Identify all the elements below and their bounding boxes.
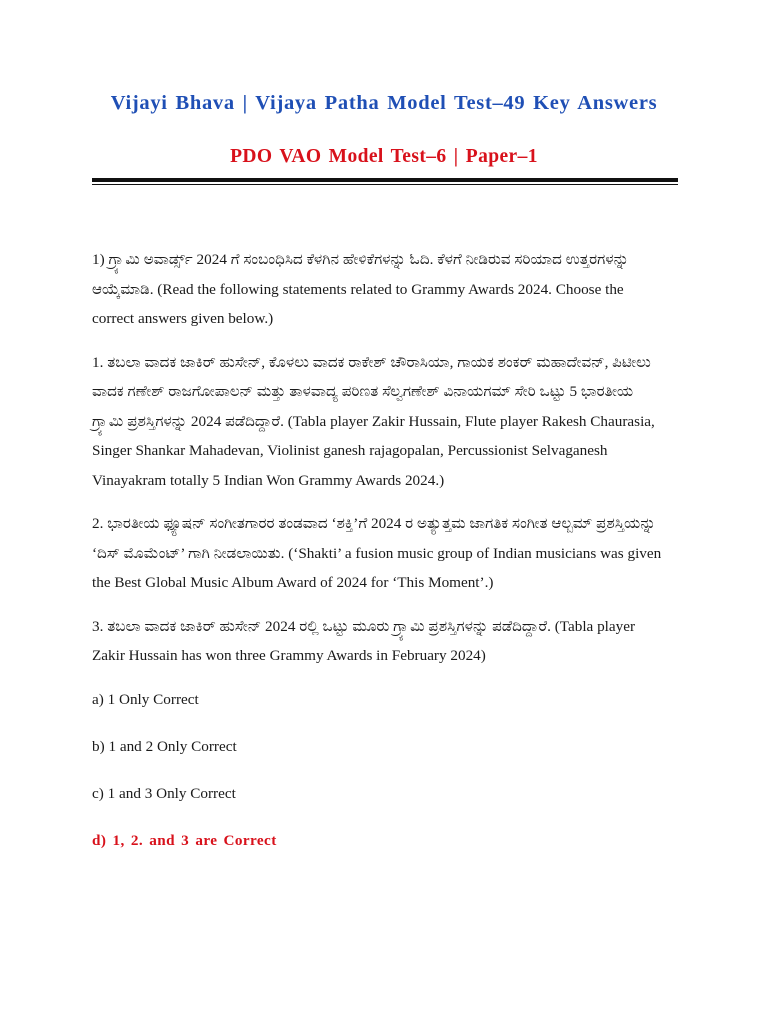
option-b: b) 1 and 2 Only Correct xyxy=(92,737,237,755)
statement-3: 3. ತಬಲಾ ವಾದಕ ಜಾಕಿರ್ ಹುಸೇನ್ 2024 ರಲ್ಲಿ ಒಟ್ಟು ಮೂರು ಗ್ರ್ಯಾಮಿ ಪ್ರಶಸ್ತಿಗಳನ್ನು ಪಡೆದಿದ್ದಾರೆ. (Tabla player Zakir Hussain has won three Grammy Awards in February 2024) xyxy=(92,617,636,664)
page-subtitle: PDO VAO Model Test–6 | Paper–1 xyxy=(230,146,538,167)
option-a: a) 1 Only Correct xyxy=(92,690,199,708)
option-c: c) 1 and 3 Only Correct xyxy=(92,784,236,802)
statement-2: 2. ಭಾರತೀಯ ಫ್ಯೂಷನ್ ಸಂಗೀತಗಾರರ ತಂಡವಾದ ‘ಶಕ್ತಿ’ಗೆ 2024 ರ ಅತ್ಯುತ್ತಮ ಜಾಗತಿಕ ಸಂಗೀತ ಆಲ್ಬಮ್ ಪ್ರಶಸ್ತಿಯನ್ನು ‘ದಿಸ್ ಮೊಮೆಂಟ್’ ಗಾಗಿ ನೀಡಲಾಯಿತು. (‘Shakti’ a fusion music group of Indian musicians was given the Best Global Music Album Award of 2024 for ‘This Moment’.) xyxy=(92,515,662,591)
header-divider-thick xyxy=(92,178,678,182)
correct-answer: d) 1, 2. and 3 are Correct xyxy=(92,831,277,849)
question-block xyxy=(92,245,664,873)
page-title: Vijayi Bhava | Vijaya Patha Model Test–49 Key Answers xyxy=(110,92,658,114)
question-stem: 1) ಗ್ರ್ಯಾಮಿ ಅವಾರ್ಡ್ಸ್ 2024 ಗೆ ಸಂಬಂಧಿಸಿದ ಕೆಳಗಿನ ಹೇಳಿಕೆಗಳನ್ನು ಓದಿ. ಕೆಳಗೆ ನೀಡಿರುವ ಸರಿಯಾದ ಉತ್ತರಗಳನ್ನು ಆಯ್ಕೆಮಾಡಿ. (Read the following statements related to Grammy Awards 2024. Choose the correct answers given below.) xyxy=(92,251,629,327)
statement-1: 1. ತಬಲಾ ವಾದಕ ಜಾಕಿರ್ ಹುಸೇನ್, ಕೊಳಲು ವಾದಕ ರಾಕೇಶ್ ಚೌರಾಸಿಯಾ, ಗಾಯಕ ಶಂಕರ್ ಮಹಾದೇವನ್, ಪಿಟೀಲು ವಾದಕ ಗಣೇಶ್ ರಾಜಗೋಪಾಲನ್ ಮತ್ತು ತಾಳವಾದ್ಯ ಪರಿಣತ ಸೆಲ್ವಗಣೇಶ್ ವಿನಾಯಗಮ್ ಸೇರಿ ಒಟ್ಟು 5 ಭಾರತೀಯ ಗ್ರ್ಯಾಮಿ ಪ್ರಶಸ್ತಿಗಳನ್ನು 2024 ಪಡೆದಿದ್ದಾರೆ. (Tabla player Zakir Hussain, Flute player Rakesh Chaurasia, Singer Shankar Mahadevan, Violinist ganesh rajagopalan, Percussionist Selvaganesh Vinayakram totally 5 Indian Won Grammy Awards 2024.) xyxy=(92,353,655,489)
header-divider-thin xyxy=(92,184,678,185)
